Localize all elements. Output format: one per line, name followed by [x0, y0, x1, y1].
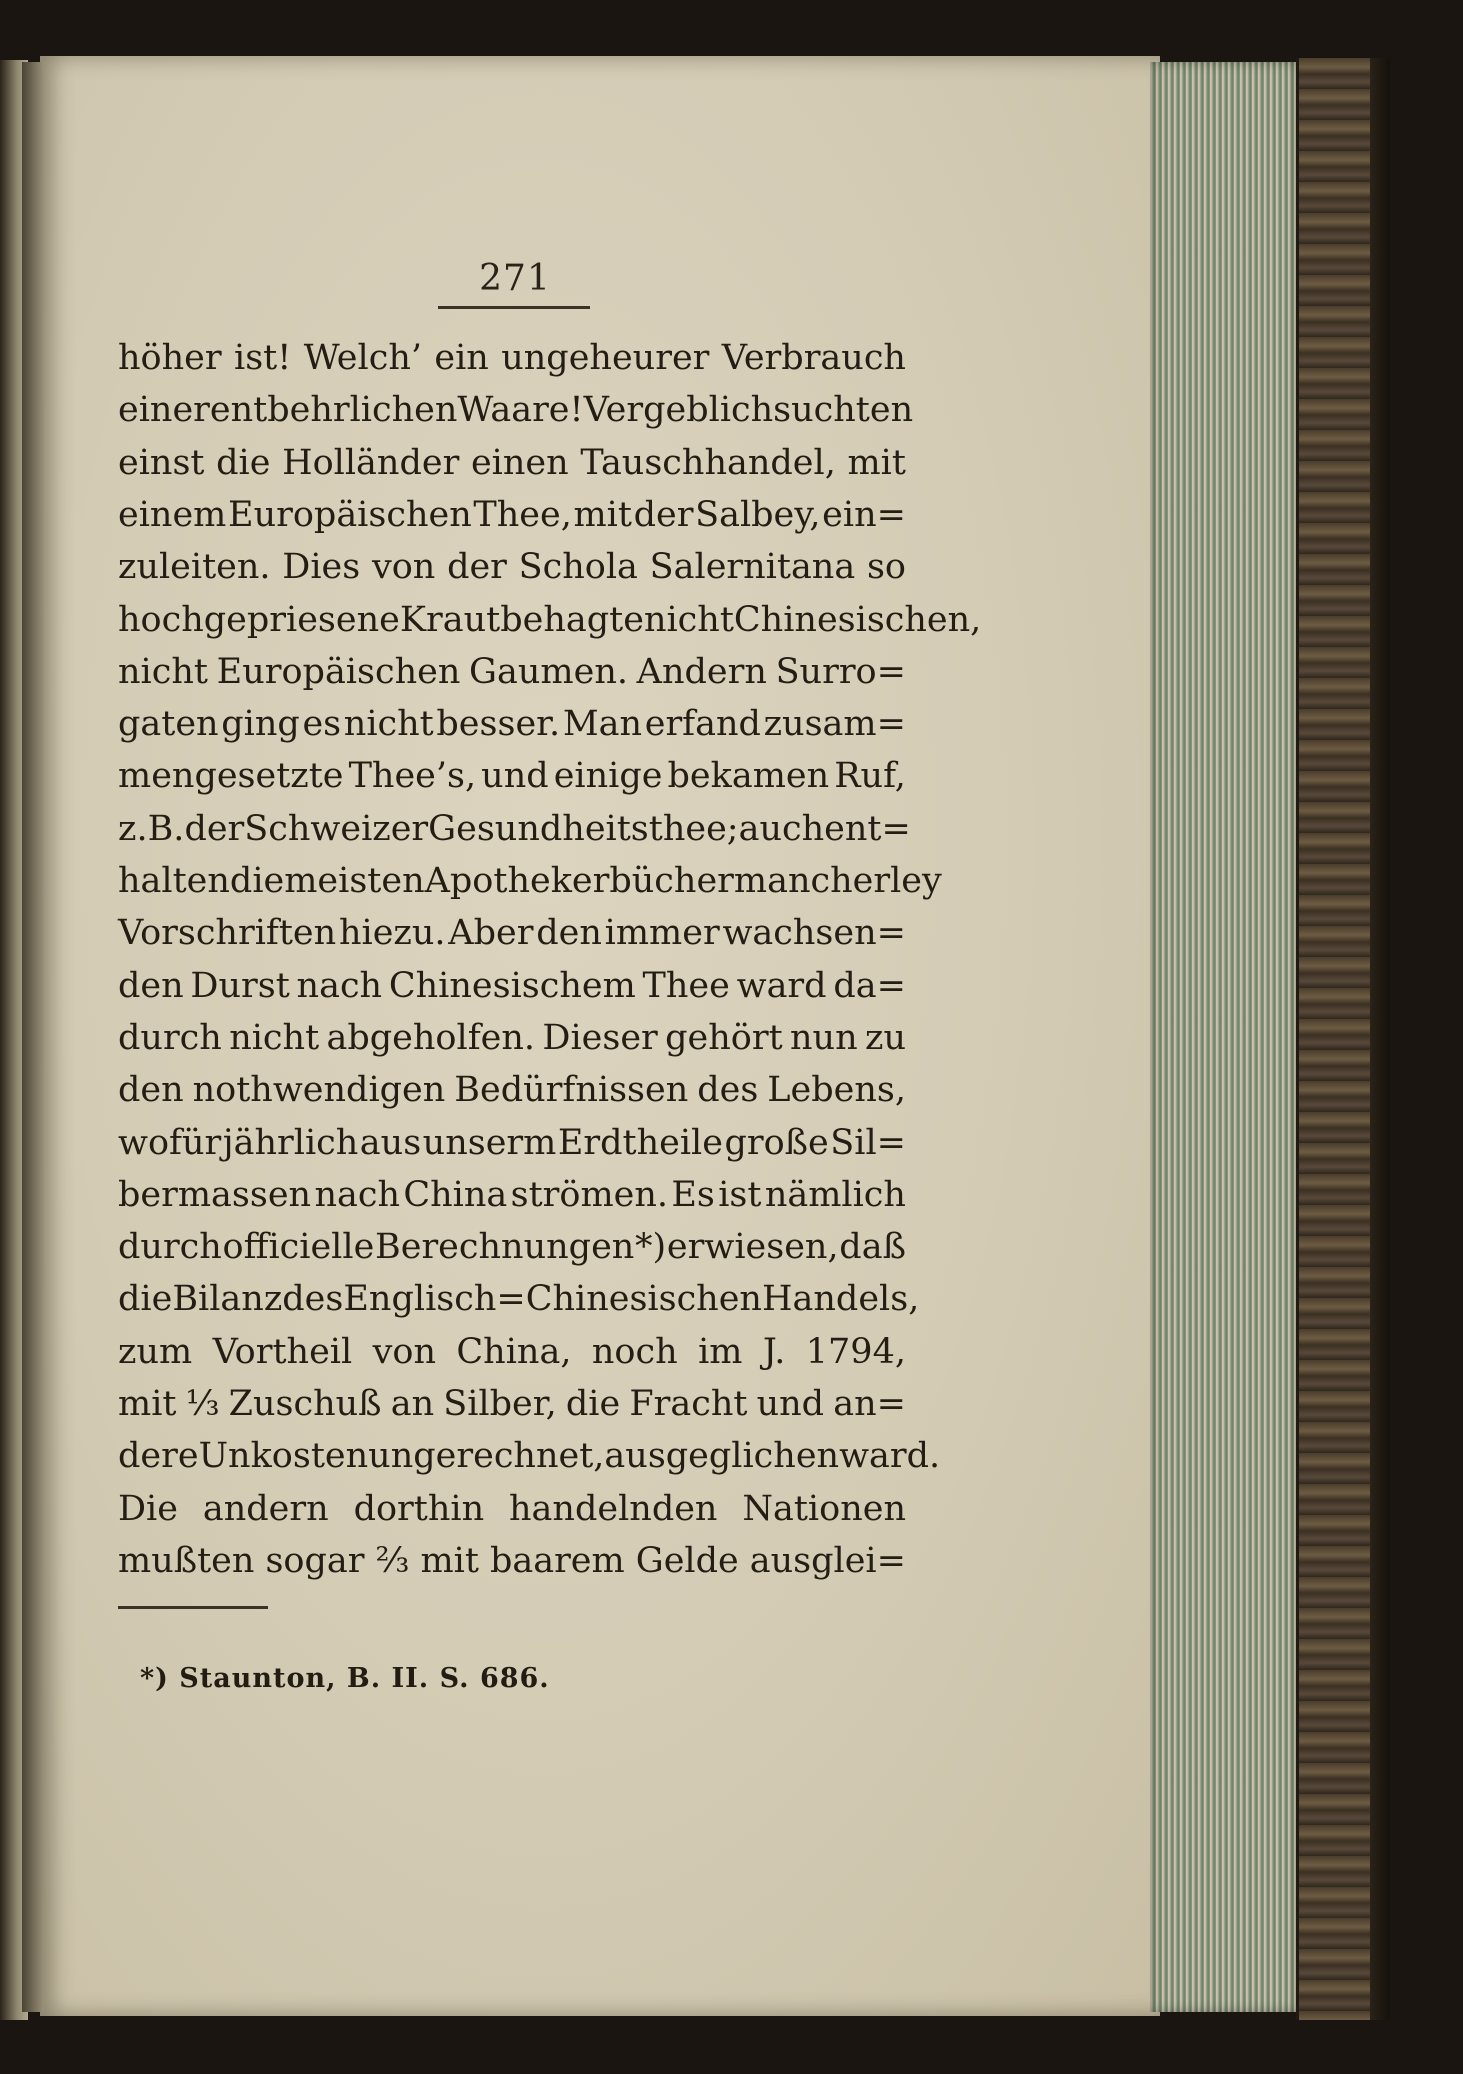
text-line: [118, 386, 914, 434]
word: einen: [470, 442, 569, 483]
word: einst: [118, 442, 205, 483]
text-line: [118, 1066, 906, 1114]
text-line: [118, 1119, 906, 1167]
word: Gaumen.: [469, 651, 628, 692]
text-line: [118, 1432, 941, 1480]
word: auch: [738, 808, 825, 849]
word: Handels,: [761, 1279, 920, 1320]
word: einige: [553, 756, 663, 797]
word: Gelde: [635, 1540, 739, 1581]
word: von: [372, 1331, 436, 1372]
word: nicht: [643, 599, 734, 640]
word: Surro=: [775, 651, 906, 692]
word: behagte: [500, 599, 644, 640]
word: Silber,: [443, 1384, 557, 1424]
word: von: [371, 547, 436, 588]
word: Thee: [642, 965, 730, 1006]
word: durch: [118, 1227, 222, 1268]
word: mit: [420, 1540, 479, 1581]
word: Chinesischem: [388, 965, 636, 1006]
word: dorthin: [353, 1488, 485, 1529]
word: die: [565, 1384, 621, 1424]
word: Vergeblich: [583, 390, 774, 431]
word: ein=: [822, 494, 906, 535]
word: mancherley: [733, 861, 942, 901]
word: nämlich: [764, 1174, 906, 1215]
word: hochgepriesene: [118, 599, 400, 640]
word: jährlich: [222, 1122, 359, 1163]
word: baarem: [489, 1540, 625, 1581]
word: ungerechnet,: [368, 1436, 605, 1477]
text-line: [118, 1014, 906, 1062]
word: suchten: [773, 390, 914, 431]
word: nothwendigen: [192, 1070, 446, 1111]
word: einer: [118, 390, 210, 431]
word: Lebens,: [767, 1070, 906, 1111]
word: gehört: [665, 1017, 783, 1058]
footnote-rule: [118, 1606, 268, 1609]
book-cover-spine: [1296, 58, 1374, 2020]
word: mit: [847, 442, 906, 483]
word: Englisch=Chinesischen: [343, 1279, 762, 1320]
word: bekamen: [667, 756, 830, 797]
word: B.: [147, 808, 185, 849]
page-number-rule: [438, 306, 590, 309]
word: den: [118, 965, 184, 1006]
word: Durst: [190, 965, 290, 1006]
text-line: [118, 1537, 906, 1585]
word: Salernitana: [649, 547, 856, 588]
text-line: [118, 334, 906, 382]
word: unserm: [422, 1122, 557, 1163]
word: Gesundheitsthee;: [428, 808, 739, 849]
word: ward: [736, 965, 827, 1006]
word: Man: [562, 704, 643, 745]
word: wachsen=: [722, 913, 906, 954]
word: z.: [118, 808, 148, 849]
word: Bilanz: [172, 1279, 283, 1320]
word: Holländer: [282, 442, 460, 483]
word: zuleiten.: [118, 547, 271, 588]
word: strömen.: [510, 1174, 669, 1215]
word: Aber: [448, 913, 534, 954]
word: Andern: [636, 651, 767, 692]
page-number: 271: [479, 258, 551, 299]
word: gaten: [118, 704, 219, 745]
word: die: [118, 1279, 173, 1320]
word: den: [118, 1070, 184, 1111]
word: nach: [314, 1174, 400, 1215]
word: China: [403, 1174, 508, 1215]
word: ungeheurer: [501, 338, 710, 378]
word: Berechnungen: [375, 1227, 635, 1268]
word: aus: [359, 1122, 422, 1163]
word: einem: [118, 494, 227, 535]
word: nicht: [118, 651, 208, 692]
word: Vorschriften: [118, 913, 337, 954]
text-line: [118, 1171, 906, 1219]
word: da=: [833, 965, 906, 1006]
book-gutter: [22, 62, 44, 2012]
word: zum: [118, 1331, 193, 1372]
word: so: [866, 547, 906, 588]
word: erwiesen,: [666, 1227, 839, 1268]
text-line: [118, 1275, 920, 1323]
word: die: [216, 442, 271, 483]
word: ⅔: [375, 1540, 410, 1581]
word: Unkosten: [198, 1436, 369, 1477]
word: sogar: [265, 1540, 365, 1581]
word: mußten: [118, 1540, 255, 1581]
word: ward.: [839, 1436, 941, 1477]
word: zusam=: [763, 704, 906, 745]
word: der: [633, 494, 694, 535]
text-line: [118, 1328, 906, 1376]
word: Nationen: [742, 1488, 906, 1529]
text-line: [118, 439, 906, 487]
word: Fracht: [629, 1384, 748, 1424]
word: Vortheil: [212, 1331, 353, 1372]
word: halten: [118, 861, 230, 901]
word: große: [724, 1122, 829, 1163]
word: entbehrlichen: [209, 390, 458, 431]
word: der: [447, 547, 507, 588]
text-line: [118, 752, 906, 800]
word: Sil=: [830, 1122, 906, 1163]
word: Verbrauch: [721, 338, 906, 378]
word: nach: [296, 965, 383, 1006]
word: nicht: [343, 704, 434, 745]
word: abgeholfen.: [326, 1017, 536, 1058]
word: dere: [118, 1436, 199, 1477]
word: Thee,: [473, 494, 572, 535]
word: Chinesischen,: [733, 599, 982, 640]
word: ist: [718, 1174, 762, 1215]
word: mit: [573, 494, 632, 535]
word: den: [536, 913, 602, 954]
text-line: [118, 700, 906, 748]
word: Apothekerbücher: [424, 861, 734, 901]
word: Welch’: [303, 338, 422, 378]
word: mit: [118, 1384, 177, 1424]
word: ein: [434, 338, 489, 378]
word: nun: [790, 1017, 858, 1058]
word: ausglei=: [749, 1540, 906, 1581]
word: mengesetzte: [118, 756, 344, 797]
word: Bedürfnissen: [454, 1070, 689, 1111]
word: besser.: [436, 704, 561, 745]
word: Europäischen: [216, 651, 461, 692]
word: ⅓: [185, 1384, 220, 1424]
word: ist!: [234, 338, 292, 378]
footnote: *) Staunton, B. II. S. 686.: [140, 1663, 550, 1694]
word: andern: [202, 1488, 329, 1529]
word: Ruf,: [834, 756, 906, 797]
word: China,: [456, 1331, 572, 1372]
word: Schweizer: [244, 808, 429, 849]
word: noch: [591, 1331, 678, 1372]
book-cover-edge: [1370, 58, 1390, 2020]
word: Kraut: [399, 599, 501, 640]
word: Die: [118, 1488, 178, 1529]
text-line: [118, 491, 906, 539]
word: hiezu.: [338, 913, 446, 954]
text-line: [118, 909, 906, 957]
word: der: [184, 808, 245, 849]
text-line: [118, 1380, 906, 1428]
word: erfand: [644, 704, 761, 745]
word: ging: [221, 704, 300, 745]
word: *): [635, 1227, 667, 1268]
word: und: [481, 756, 549, 797]
word: 1794,: [805, 1331, 906, 1372]
word: Waare!: [457, 390, 584, 431]
text-line: [118, 648, 906, 696]
word: höher: [118, 338, 222, 378]
word: Dieser: [542, 1017, 658, 1058]
word: Tauschhandel,: [580, 442, 836, 483]
text-line: [118, 805, 911, 853]
word: Europäischen: [228, 494, 472, 535]
text-line: [118, 962, 906, 1010]
word: an: [390, 1384, 435, 1424]
word: Schola: [518, 547, 638, 588]
text-line: [118, 543, 906, 591]
word: die: [229, 861, 285, 901]
word: nicht: [229, 1017, 320, 1058]
word: ent=: [824, 808, 911, 849]
word: J.: [762, 1331, 786, 1372]
text-line: [118, 857, 942, 905]
word: an=: [833, 1384, 906, 1424]
word: bermassen: [118, 1174, 312, 1215]
word: zu: [865, 1017, 906, 1058]
word: Zuschuß: [228, 1384, 382, 1424]
word: Erdtheile: [557, 1122, 723, 1163]
word: daß: [839, 1227, 906, 1268]
word: im: [698, 1331, 743, 1372]
word: des: [282, 1279, 344, 1320]
word: des: [697, 1070, 759, 1111]
word: Salbey,: [695, 494, 821, 535]
word: Es: [671, 1174, 715, 1215]
text-line: [118, 1223, 906, 1271]
page-block-edges: [1150, 62, 1298, 2012]
word: und: [756, 1384, 825, 1424]
word: Dies: [282, 547, 361, 588]
text-line: [118, 596, 982, 644]
word: meisten: [284, 861, 425, 901]
word: ausgeglichen: [604, 1436, 840, 1477]
text-line: [118, 1485, 906, 1533]
word: Thee’s,: [348, 756, 477, 797]
word: durch: [118, 1017, 222, 1058]
word: immer: [604, 913, 720, 954]
word: officielle: [222, 1227, 375, 1268]
word: handelnden: [509, 1488, 718, 1529]
word: wofür: [118, 1122, 222, 1163]
word: es: [302, 704, 342, 745]
